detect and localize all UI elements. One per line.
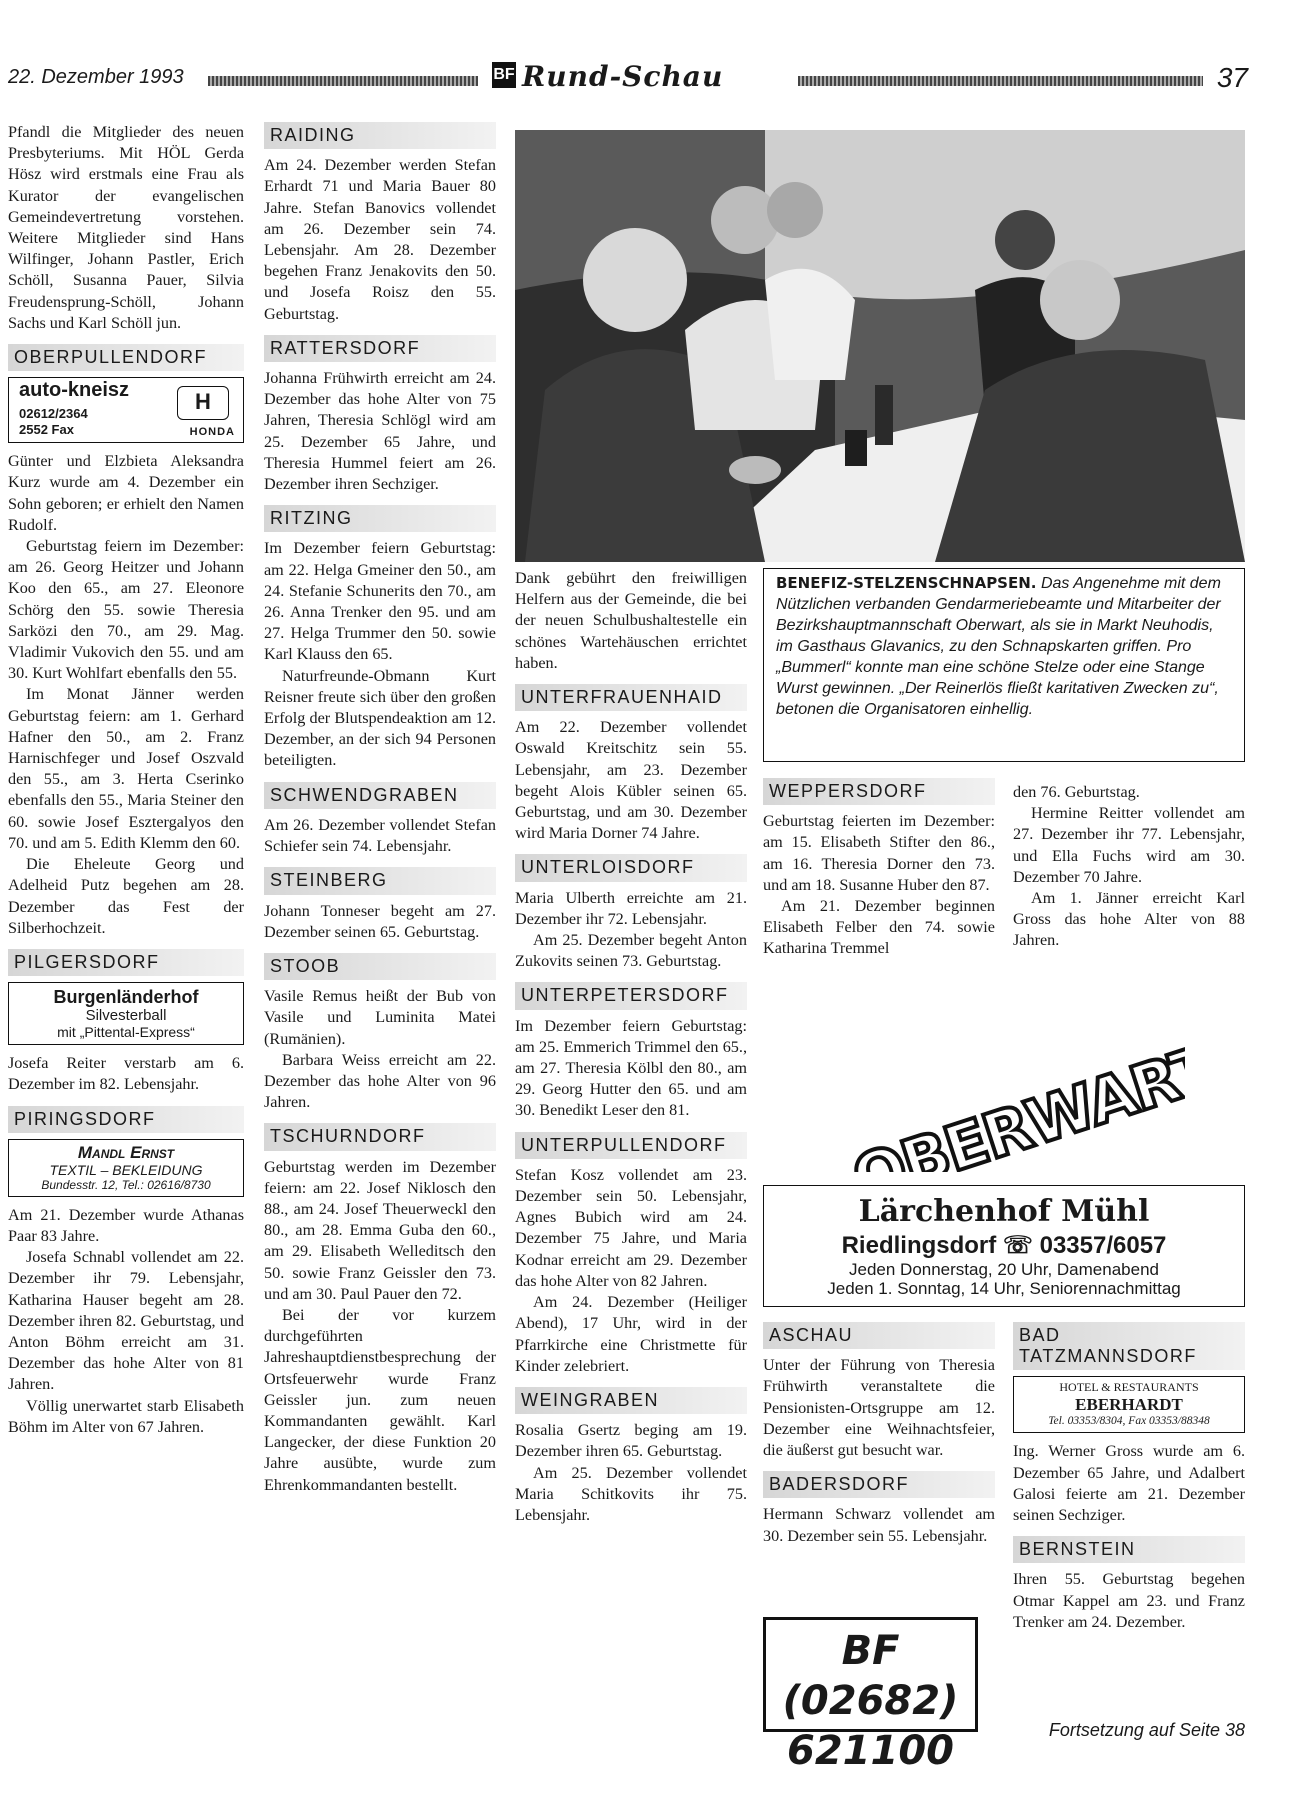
article-paragraph: Am 25. Dezember begeht Anton Zukovits seinen 73. Geburtstag. [515,931,747,971]
photo-illustration [515,130,1245,562]
ad-eberhardt [1013,1376,1245,1433]
ad-mandl-ernst [8,1139,244,1197]
ad-line: Bundesstr. 12, Tel.: 02616/8730 [41,1177,211,1192]
section-heading: UNTERLOISDORF [515,854,747,881]
section-heading: BAD TATZMANNSDORF [1013,1322,1245,1370]
column-5-lower [1013,1322,1245,1633]
article-paragraph: Am 25. Dezember vollendet Maria Schitkovits ihr 75. Lebensjahr. [515,1463,747,1524]
article-paragraph: Johann Tonneser begeht am 27. Dezember seinen 65. Geburtstag. [264,901,496,941]
ad-title: Burgenländerhof [53,987,199,1008]
bf-phone-box [763,1617,978,1774]
article-paragraph: Unter der Führung von Theresia Frühwirth veranstaltete die Pensionisten-Ortsgruppe am 12. Dezember eine Weihnachtsfeier, die äußerst gut besucht war. [763,1356,995,1460]
article-paragraph: Am 21. Dezember beginnen Elisabeth Felber den 74. sowie Katharina Tremmel [763,897,995,958]
article-paragraph: Am 24. Dezember (Heiliger Abend), 17 Uhr, wird in der Pfarrkirche eine Christmette für Kinder zelebriert. [515,1293,747,1375]
page-header [8,62,1248,98]
article-paragraph: Hermann Schwarz vollendet am 30. Dezember sein 55. Lebensjahr. [763,1505,995,1545]
section-heading: ASCHAU [763,1322,995,1349]
article-paragraph: Geburtstag feiern im Dezember: am 26. Georg Heitzer und Johann Koo den 65., am 27. Eleonore Schörg den 55. sowie Theresia Sarközi den 70., am 29. Mag. Vladimir Vukovich den 55. und am 30. Kurt Wohlfart ebenfalls den 55. [8,537,244,683]
article-paragraph: den 76. Geburtstag. [1013,783,1140,801]
section-heading: OBERPULLENDORF [8,344,244,371]
article-paragraph: Stefan Kosz vollendet am 23. Dezember sein 50. Lebensjahr, Agnes Bubich wird am 24. Dezember 75 Jahre, und Maria Kodnar erreicht am 29. Dezember das hohe Alter von 82 Jahren. [515,1165,747,1290]
ad-title: EBERHARDT [1075,1395,1183,1415]
article-paragraph: Bei der vor kurzem durchgeführten Jahreshauptdienstbesprechung der Ortsfeuerwehr wurde Franz Geissler jun. zum neuen Kommandanten gewählt. Karl Langecker, der diese Funktion 20 Jahre ausübte, wurde zum Ehrenkommandanten bestellt. [264,1305,496,1494]
bf-phone-area: BF (02682) [782,1628,959,1724]
section-heading: SCHWENDGRABEN [264,782,496,809]
ad-title: Mandl Ernst [77,1142,175,1162]
article-paragraph: Am 21. Dezember wurde Athanas Paar 83 Jahre. [8,1205,244,1245]
section-heading: PIRINGSDORF [8,1106,244,1133]
article-paragraph: Am 1. Jänner erreicht Karl Gross das hohe Alter von 88 Jahren. [1013,889,1245,950]
bf-logo: BF [492,62,516,88]
section-heading: UNTERPETERSDORF [515,982,747,1009]
article-paragraph: Dank gebührt den freiwilligen Helfern aus der Gemeinde, die bei der neuen Schulbushaltestelle ein schönes Wartehäuschen errichtet haben. [515,569,747,672]
photo-caption [763,568,1245,762]
article-paragraph: Pfandl die Mitglieder des neuen Presbyteriums. Mit HÖL Gerda Hösz wird erstmals eine Frau als Kurator der evangelischen Gemeindevertretung vorstehen. Weitere Mitglieder sind Hans Wilfinger, Johann Pastler, Erich Schöll, Susanna Pauer, Silvia Freudensprung-Schöll, Johann Sachs und Karl Schöll jun. [8,123,244,332]
section-heading: STOOB [264,953,496,980]
section-heading: BADERSDORF [763,1471,995,1498]
news-photo [515,130,1245,562]
article-paragraph: Johanna Frühwirth erreicht am 24. Dezember das hohe Alter von 75 Jahren, Theresia Schlögl wird am 25. Dezember 65 Jahre, und Theresia Hummel feiert am 26. Dezember ihren Sechziger. [264,369,496,494]
ad-title: auto-kneisz [19,379,130,402]
ad-line: mit „Pittental-Express“ [57,1024,195,1041]
article-paragraph: Geburtstag werden im Dezember feiern: am 22. Josef Niklosch den 88., am 24. Josef Theuerweckl den 80., am 28. Emma Guba den 60., am 29. Elisabeth Welleditsch den 50. sowie Franz Geissler den 73. und am 30. Paul Pauer den 72. [264,1157,496,1303]
section-brand: Rund-Schau [522,60,724,93]
section-heading: STEINBERG [264,867,496,894]
article-paragraph: Maria Ulberth erreichte am 21. Dezember ihr 72. Lebensjahr. [515,888,747,928]
article-paragraph: Die Eheleute Georg und Adelheid Putz begehen am 28. Dezember das Fest der Silberhochzeit. [8,855,244,937]
article-paragraph: Ing. Werner Gross wurde am 6. Dezember 65 Jahre, und Adalbert Galosi feierte am 21. Dezember seinen Sechziger. [1013,1442,1245,1525]
caption-lead: BENEFIZ-STELZENSCHNAPSEN. [776,574,1037,592]
column-4-lower [763,1322,995,1547]
article-paragraph: Rosalia Gsertz beging am 19. Dezember ihren 65. Geburtstag. [515,1421,747,1461]
ad-phone: Riedlingsdorf ☏ 03357/6057 [841,1232,1167,1259]
ad-fax: 2552 Fax [19,422,74,438]
article-paragraph: Barbara Weiss erreicht am 22. Dezember das hohe Alter von 96 Jahren. [264,1050,496,1112]
article-paragraph: Völlig unerwartet starb Elisabeth Böhm im Alter von 67 Jahren. [8,1396,244,1436]
article-paragraph: Im Monat Jänner werden Geburtstag feiern: am 1. Gerhard Hafner den 50., am 2. Franz Harnischfeger und Josef Oszvald den 55., am 3. Herta Cserinko ebenfalls den 55., Maria Steiner den 60. sowie Josef Esztergalyos den 70. und am 5. Edith Klemm den 60. [8,685,244,852]
column-5-upper [1013,782,1245,952]
article-paragraph: Am 22. Dezember vollendet Oswald Kreitschitz sein 55. Lebensjahr, am 23. Dezember begeht Alois Kübler seinen 65. Geburtstag, und am 30. Dezember wird Maria Dorner 74 Jahre. [515,718,747,843]
article-paragraph: Am 26. Dezember vollendet Stefan Schiefer sein 74. Lebensjahr. [264,815,496,856]
section-heading: RAIDING [264,122,496,149]
article-paragraph: Geburtstag feierten im Dezember: am 15. Elisabeth Stifter den 86., am 16. Theresia Dorner den 73. und am 18. Susanne Huber den 87. [763,812,995,894]
article-paragraph: Am 24. Dezember werden Stefan Erhardt 71 und Maria Bauer 80 Jahre. Stefan Banovics vollendet am 26. Dezember sein 74. Lebensjahr. Am 28. Dezember begehen Franz Jenakovits den 50. und Josefa Roisz den 55. Geburtstag. [264,156,496,323]
article-paragraph: Ihren 55. Geburtstag begehen Otmar Kappel am 23. und Franz Trenker am 24. Dezember. [1013,1570,1245,1631]
article-paragraph: Im Dezember feiern Geburtstag: am 22. Helga Gmeiner den 50., am 24. Stefanie Schunerits den 70., am 26. Anna Trenker den 95. und am 27. Helga Trummer den 50. sowie Karl Klauss den 65. [264,539,496,664]
section-heading: WEPPERSDORF [763,778,995,805]
oberwart-banner [825,1012,1185,1177]
column-3 [515,568,747,1526]
ad-title: Lärchenhof Mühl [858,1194,1150,1229]
oberwart-text: OBERWART [843,1030,1185,1172]
honda-logo: H [177,386,229,420]
oberwart-logo [825,1012,1185,1172]
article-paragraph: Josefa Schnabl vollendet am 22. Dezember ihr 79. Lebensjahr, Katharina Hauser begeht am 28. Dezember ihren 82. Geburtstag, und Anton Böhm erreicht am 31. Dezember das hohe Alter von 81 Jahren. [8,1248,244,1394]
section-heading: RATTERSDORF [264,335,496,362]
column-1 [8,122,244,1438]
ad-line: HOTEL & RESTAURANTS [1059,1380,1199,1395]
ad-auto-kneisz [8,377,244,443]
section-heading: UNTERFRAUENHAID [515,684,747,711]
ad-line: Jeden 1. Sonntag, 14 Uhr, Seniorennachmittag [827,1279,1181,1298]
column-4-upper [763,778,995,960]
ad-line: TEXTIL – BEKLEIDUNG [49,1161,203,1178]
ad-line: Silvesterball [85,1007,167,1025]
header-rule-right [798,76,1203,86]
ad-burgenlaenderhof [8,982,244,1045]
article-paragraph: Günter und Elzbieta Aleksandra Kurz wurde am 4. Dezember ein Sohn geboren; er erhielt den Namen Rudolf. [8,452,244,534]
header-rule-left [208,76,478,86]
issue-date: 22. Dezember 1993 [8,66,184,88]
caption-text: Das Angenehme mit dem Nützlichen verbanden Gendarmeriebeamte und Mitarbeiter der Bezirkshauptmannschaft Oberwart, als sie in Markt Neuhodis, im Gasthaus Glavanics, zu den Schnapskarten griffen. Pro „Bummerl“ konnte man eine schöne Stelze oder eine Stange Wurst gewinnen. „Der Reinerlös fließt karitativen Zwecken zu“, betonen die Organisatoren einhellig. [776,575,1221,718]
article-paragraph: Vasile Remus heißt der Bub von Vasile und Luminita Matei (Rumänien). [264,987,496,1048]
page-number: 37 [1216,62,1248,93]
article-paragraph: Josefa Reiter verstarb am 6. Dezember im 82. Lebensjahr. [8,1054,244,1094]
bf-phone-number: 621100 [787,1728,954,1774]
section-heading: WEINGRABEN [515,1387,747,1414]
article-paragraph: Naturfreunde-Obmann Kurt Reisner freute sich über den großen Erfolg der Blutspendeaktion am 12. Dezember, an der sich 94 Personen beteiligten. [264,666,496,770]
section-heading: UNTERPULLENDORF [515,1132,747,1159]
article-paragraph: Im Dezember feiern Geburtstag: am 25. Emmerich Trimmel den 65., am 27. Theresia Kölbl den 80., am 29. Georg Hutter den 65. und am 30. Benedikt Leser den 81. [515,1016,747,1120]
ad-brand: HONDA [189,426,235,439]
ad-line: Jeden Donnerstag, 20 Uhr, Damenabend [849,1260,1159,1279]
article-paragraph: Hermine Reitter vollendet am 27. Dezember ihr 77. Lebensjahr, und Ella Fuchs wird am 30. Dezember 70 Jahre. [1013,804,1245,886]
section-heading: TSCHURNDORF [264,1123,496,1150]
ad-laerchenhof [763,1185,1245,1307]
continuation-note: Fortsetzung auf Seite 38 [1048,1720,1245,1740]
section-heading: BERNSTEIN [1013,1536,1245,1563]
ad-phone: 02612/2364 [19,406,88,422]
ad-line: Tel. 03353/8304, Fax 03353/88348 [1048,1415,1210,1428]
section-heading: PILGERSDORF [8,949,244,976]
column-2 [264,122,496,1496]
section-heading: RITZING [264,505,496,532]
